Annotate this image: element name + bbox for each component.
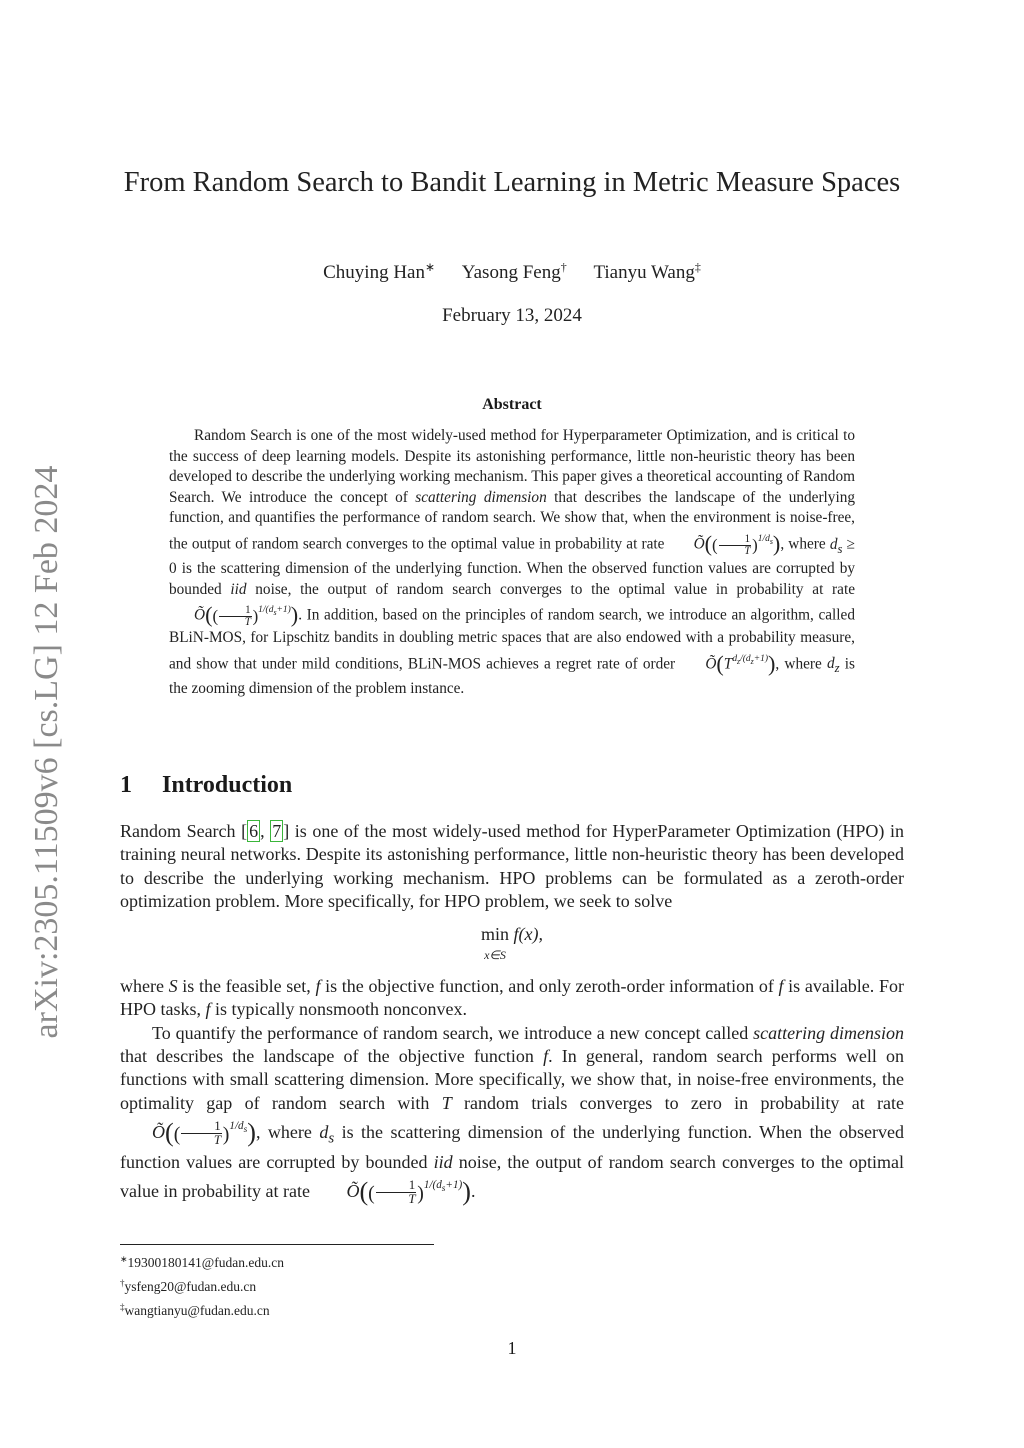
author-1: Chuying Han∗	[323, 260, 436, 283]
paper-date: February 13, 2024	[442, 305, 582, 326]
rate-expression: Õ(( $\frac{1}{T}$ )$^{1/(d_s+1)}$)	[194, 602, 299, 628]
footnotes	[120, 1249, 904, 1321]
intro-paragraph-1: Random Search [ 6 , 7 ] is one of the most widely-used method for HyperParameter Optimization (HPO) in training neural networks. Despite its astonishing performance, little non-heuristic theory has been developed to describe the underlying working mechanism. HPO problems can be formulated as a zeroth-order optimization problem. More specifically, for HPO problem, we seek to solve	[120, 821, 904, 911]
abstract-heading: Abstract	[482, 396, 542, 413]
introduction-body	[120, 820, 904, 1206]
rate-expression: Õ(( $\frac{1}{T}$ )$^{1/d_s}$)	[693, 531, 781, 557]
paper-title: From Random Search to Bandit Learning in Metric Measure Spaces	[123, 167, 901, 198]
arxiv-side-stamp: arXiv:2305.11509v6 [cs.LG] 12 Feb 2024	[28, 465, 65, 1039]
footnote-1: ∗19300180141@fudan.edu.cn	[120, 1254, 284, 1270]
citation-link[interactable]: 6	[249, 821, 259, 841]
author-3: Tianyu Wang‡	[593, 260, 701, 283]
author-list	[120, 260, 904, 284]
page-number: 1	[507, 1338, 517, 1358]
footnote-2: †ysfeng20@fudan.edu.cn	[120, 1278, 257, 1294]
regret-expression: $Õ(T^{d_z/(d_z+1)})$	[705, 650, 776, 676]
rate-expression: Õ(( $\frac{1}{T}$ )$^{1/(d_s+1)}$)	[346, 1177, 471, 1207]
citation-link[interactable]: 7	[272, 821, 282, 841]
display-equation: min x∈S f(x),	[481, 924, 543, 963]
footnote-divider	[120, 1244, 434, 1245]
footnote-3: ‡wangtianyu@fudan.edu.cn	[120, 1302, 270, 1318]
section-heading-introduction: 1 Introduction	[120, 772, 293, 798]
rate-expression: Õ(( $\frac{1}{T}$ )$^{1/d_s}$)	[152, 1118, 256, 1148]
intro-paragraph-2: where S is the feasible set, f is the objective function, and only zeroth-order information of f is available. For HPO tasks, f is typically nonsmooth nonconvex.	[120, 976, 904, 1020]
abstract-body: Random Search is one of the most widely-used method for Hyperparameter Optimization, and is critical to the success of deep learning models. Despite its astonishing performance, little non-heuristic theory has been developed to describe the underlying working mechanism. This paper gives a theoretical accounting of Random Search. We introduce the concept of scattering dimension that describes the landscape of the underlying function, and quantifies the performance of random search. We show that, when the environment is noise-free, the output of random search converges to the optimal value in probability at rate Õ(( $\frac{1}{T}$ )$^{1/d_s}$), where $d_s \ge 0$ is the scattering dimension of the underlying function. When the observed function values are corrupted by bounded iid noise, the output of random search converges to the optimal value in probability at rate Õ(( $\frac{1}{T}$ )$^{1/(d_s+1)}$). In addition, based on the principles of random search, we introduce an algorithm, called BLiN-MOS, for Lipschitz bandits in doubling metric spaces that are also endowed with a probability measure, and show that under mild conditions, BLiN-MOS achieves a regret rate of order $Õ(T^{d_z/(d_z+1)})$, where $d_z$ is the zooming dimension of the problem instance.	[169, 427, 855, 697]
intro-paragraph-3: To quantify the performance of random search, we introduce a new concept called scattering dimension that describes the landscape of the objective function f. In general, random search performs well on functions with small scattering dimension. More specifically, we show that, in noise-free environments, the optimality gap of random search with T random trials converges to zero in probability at rate Õ(( $\frac{1}{T}$ )$^{1/d_s}$), where $d_s$ is the scattering dimension of the underlying function. When the observed function values are corrupted by bounded iid noise, the output of random search converges to the optimal value in probability at rate Õ(( $\frac{1}{T}$ )$^{1/(d_s+1)}$).	[120, 1022, 904, 1207]
author-2: Yasong Feng†	[461, 260, 567, 283]
